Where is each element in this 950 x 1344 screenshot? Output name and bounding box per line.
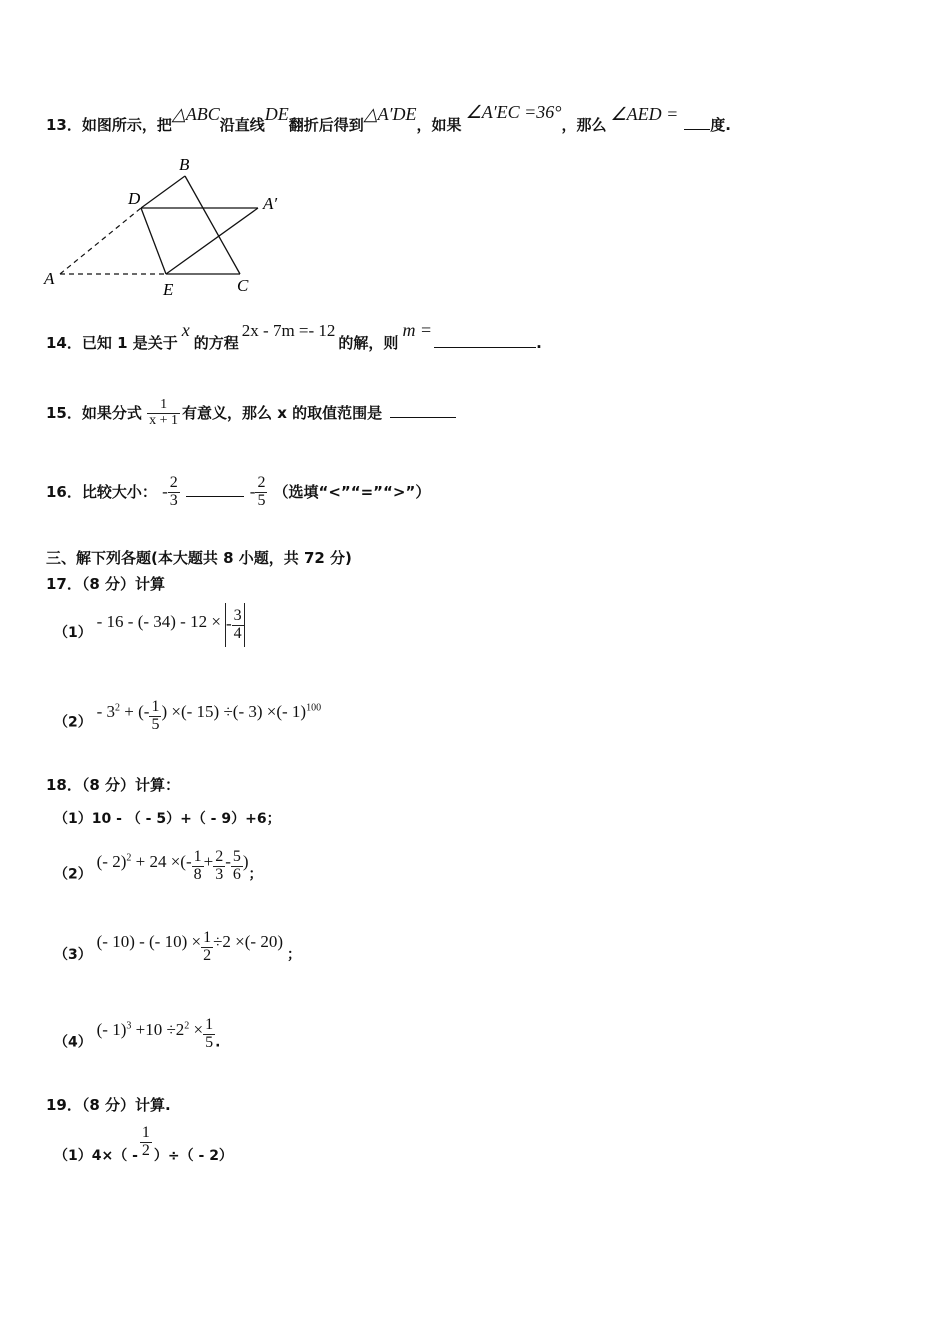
q18-part-2 (54, 842, 263, 903)
q19-part-1 (54, 1123, 233, 1184)
q13-text: 度. (710, 116, 731, 134)
q17-part-1 (54, 604, 245, 661)
q13-number: 13． (46, 116, 82, 134)
part-label: （3） (54, 947, 92, 963)
fraction-denominator: x + 1 (149, 413, 179, 428)
close-paren: ) (242, 851, 249, 871)
question-15 (46, 396, 456, 430)
segment-a-prime-e (166, 208, 258, 274)
part-label: （1） (54, 625, 92, 641)
question-14 (46, 320, 542, 353)
answer-blank[interactable] (390, 417, 456, 418)
q18-part-4 (54, 1010, 220, 1071)
q15-fraction (147, 398, 180, 428)
q17-part-2 (54, 690, 321, 751)
q13-text: ，那么 (561, 116, 607, 134)
q13-text: ，如果 (416, 116, 462, 134)
q18-p3-expression: (- 10) - (- 10) × (96, 932, 202, 951)
question-19-header: 19．（8 分）计算. (46, 1096, 171, 1114)
punctuation: ； (248, 866, 263, 883)
exponent: 2 (184, 1020, 190, 1031)
question-13 (46, 102, 731, 135)
q19-p1-fraction (140, 1125, 152, 1160)
q19-p1-expression: （1）4×（ - (54, 1148, 138, 1164)
label-e: E (163, 280, 174, 299)
q19-p1-expression-rest: ）÷（ - 2） (153, 1148, 233, 1164)
fraction-denominator: 4 (233, 624, 242, 642)
section-3-title: 三、解下列各题(本大题共 8 小题，共 72 分) (46, 549, 352, 567)
q18-part-3 (54, 926, 301, 983)
q13-text: 沿直线 (219, 116, 265, 134)
fraction-denominator: 5 (205, 1034, 214, 1052)
fraction-numerator: 1 (203, 928, 212, 946)
abs-bar-right (244, 603, 245, 647)
q16-fraction-1 (168, 475, 180, 510)
term: + 24 ×(- (131, 851, 192, 871)
term: × (189, 1019, 204, 1039)
q18-p2-fraction-2 (213, 849, 225, 884)
term: - 3 (96, 701, 116, 721)
fraction-denominator: 5 (151, 716, 160, 734)
fraction-denominator: 3 (169, 492, 178, 509)
q13-math-angle-aed: ∠AED = (610, 104, 679, 124)
fraction-denominator: 2 (203, 946, 212, 964)
q17-p1-expression: - 16 - (- 34) - 12 × (96, 612, 221, 631)
segment-de (141, 208, 166, 274)
q15-number: 15． (46, 404, 82, 422)
fraction-numerator: 5 (232, 848, 241, 866)
q13-text: 如图所示，把 (81, 116, 172, 134)
answer-blank[interactable] (684, 129, 710, 130)
geometry-figure (40, 152, 290, 302)
minus-sign: - (225, 851, 231, 871)
q14-text: 的方程 (193, 334, 239, 352)
fraction-numerator: 1 (205, 1016, 214, 1034)
q16-text: 比较大小： (81, 483, 157, 501)
q16-number: 16． (46, 483, 82, 501)
q16-minus-sign: - (162, 482, 168, 501)
fraction-numerator: 1 (141, 1123, 150, 1141)
q18-p2-expression (97, 852, 192, 871)
fraction-numerator: 2 (215, 848, 224, 866)
q13-math-triangle-ade: △A′DE (363, 104, 417, 124)
q17-p2-expression-rest (161, 702, 321, 721)
fraction-numerator: 2 (169, 474, 178, 492)
q17-p2-fraction (149, 699, 161, 734)
label-a: A (44, 269, 55, 288)
q14-text: 已知 1 是关于 (81, 334, 178, 352)
q16-minus-sign: - (249, 482, 256, 501)
q15-text: 有意义，那么 x 的取值范围是 (182, 404, 383, 422)
fraction-numerator: 1 (151, 698, 160, 716)
question-16 (46, 462, 430, 522)
q15-text: 如果分式 (81, 404, 142, 422)
fraction-denominator: 2 (141, 1141, 150, 1159)
term: +10 ÷2 (131, 1019, 185, 1039)
fraction-denominator: 3 (215, 866, 224, 884)
exponent: 2 (115, 702, 121, 713)
punctuation: ； (287, 947, 301, 963)
dashed-line-ad (60, 208, 141, 274)
q14-math-x: x (181, 320, 190, 340)
q14-text: . (536, 334, 542, 352)
q18-p2-fraction-1 (192, 849, 204, 884)
q13-math-de: DE (264, 104, 289, 124)
minus-sign: - (225, 614, 232, 633)
q18-p4-fraction (203, 1017, 215, 1052)
part-label: （4） (54, 1034, 92, 1051)
q18-p2-fraction-3 (231, 849, 243, 884)
q16-fraction-2 (255, 475, 267, 510)
term: (- 2) (96, 851, 127, 871)
fraction-numerator: 1 (193, 848, 202, 866)
part-label: （2） (54, 866, 92, 883)
q18-p3-fraction (201, 930, 213, 965)
fraction-denominator: 8 (193, 866, 202, 884)
fraction-numerator: 2 (257, 474, 266, 492)
q18-p4-expression (97, 1020, 204, 1039)
q17-p2-expression (97, 702, 150, 721)
fraction-numerator: 1 (147, 398, 180, 414)
answer-blank[interactable] (186, 496, 244, 497)
q13-math-angle-aec: ∠A′EC =36° (465, 102, 562, 122)
q18-part-1: （1）10 - （ - 5）+（ - 9）+6； (54, 811, 281, 827)
q18-p3-expression-rest: ÷2 ×(- 20) (213, 932, 283, 951)
q14-math-equation: 2x - 7m =- 12 (241, 321, 336, 340)
question-17-header: 17．（8 分）计算 (46, 575, 166, 593)
fraction-denominator: 5 (257, 492, 266, 509)
fraction-numerator: 3 (233, 606, 242, 624)
label-c: C (237, 276, 249, 295)
part-label: （2） (54, 714, 92, 731)
term: (- 1) (96, 1019, 127, 1039)
answer-blank[interactable] (434, 347, 536, 348)
segment-db (141, 176, 185, 208)
term: + (- (120, 701, 150, 721)
q17-p1-fraction (232, 608, 244, 643)
exponent: 2 (126, 852, 132, 863)
q13-text: 翻折后得到 (288, 116, 364, 134)
plus-sign: + (203, 851, 214, 871)
fraction-denominator: 6 (232, 866, 241, 884)
q16-text: （选填“<”“=”“>”） (273, 483, 431, 501)
q14-math-m: m = (402, 320, 433, 340)
q13-math-triangle-abc: △ABC (171, 104, 220, 124)
exponent: 3 (126, 1020, 132, 1031)
q14-number: 14． (46, 334, 82, 352)
exponent: 100 (306, 702, 322, 713)
segment-bc (185, 176, 240, 274)
term: ) ×(- 15) ÷(- 3) ×(- 1) (161, 701, 307, 721)
label-d: D (128, 189, 141, 208)
punctuation: . (215, 1034, 221, 1051)
question-18-header: 18．（8 分）计算： (46, 776, 181, 794)
label-b: B (179, 155, 190, 174)
label-a-prime: A′ (263, 194, 278, 213)
q14-text: 的解，则 (338, 334, 399, 352)
